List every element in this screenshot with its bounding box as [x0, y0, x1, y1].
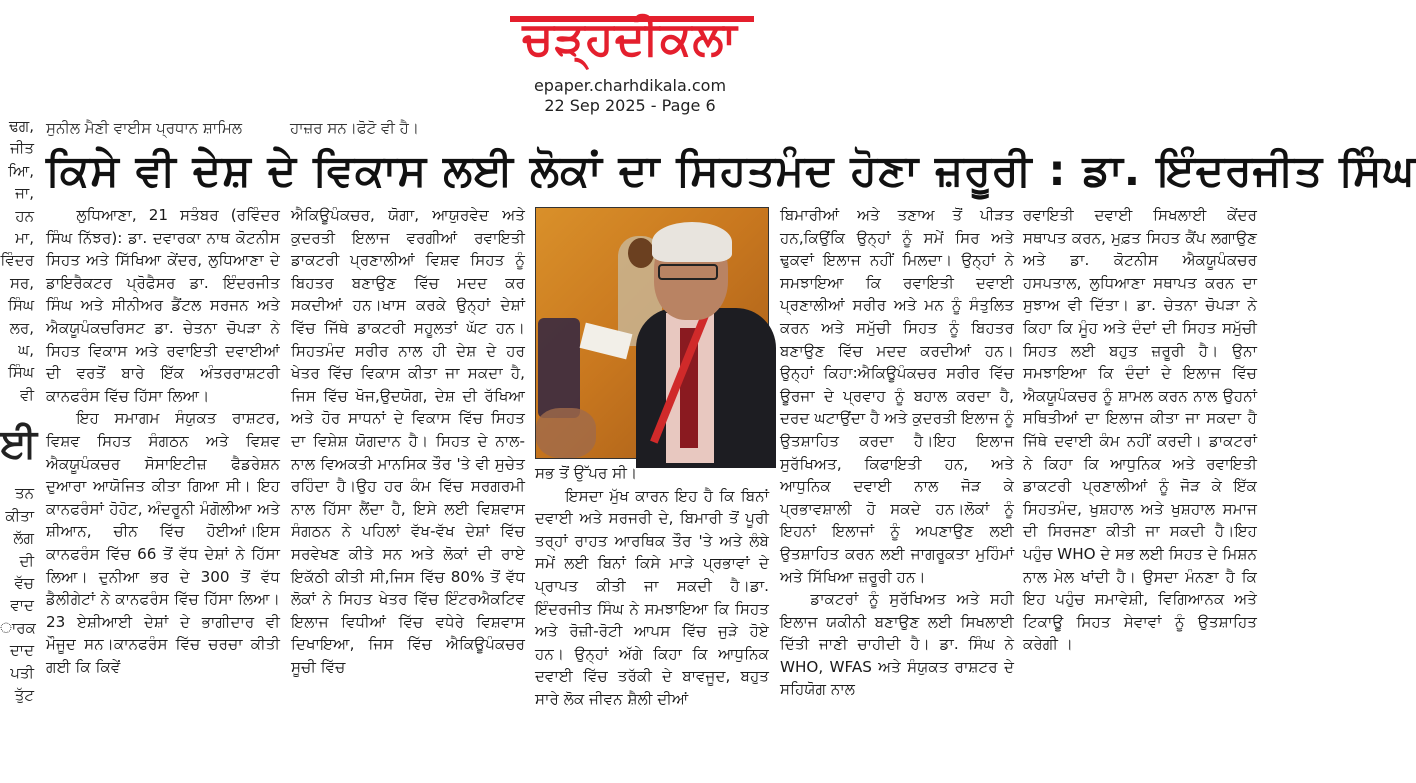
article-paragraph: ਇਸਦਾ ਮੁੱਖ ਕਾਰਨ ਇਹ ਹੈ ਕਿ ਬਿਨਾਂ ਦਵਾਈ ਅਤੇ ਸਰਜਰੀ ਦੇ, ਬਿਮਾਰੀ ਤੋਂ ਪੂਰੀ ਤਰ੍ਹਾਂ ਰਾਹਤ ਆਰਥਿਕ ਤੌਰ 'ਤੇ ਅਤੇ ਲੰਬੇ ਸਮੇਂ ਲਈ ਬਿਨਾਂ ਕਿਸੇ ਮਾੜੇ ਪ੍ਰਭਾਵਾਂ ਦੇ ਪ੍ਰਾਪਤ ਕੀਤੀ ਜਾ ਸਕਦੀ ਹੈ।ਡਾ. ਇੰਦਰਜੀਤ ਸਿੰਘ ਨੇ ਸਮਝਾਇਆ ਕਿ ਸਿਹਤ ਅਤੇ ਰੋਜ਼ੀ-ਰੋਟੀ ਆਪਸ ਵਿੱਚ ਜੁੜੇ ਹੋਏ ਹਨ। ਉਨ੍ਹਾਂ ਅੱਗੇ ਕਿਹਾ ਕਿ ਆਧੁਨਿਕ ਦਵਾਈ ਵਿੱਚ ਤਰੱਕੀ ਦੇ ਬਾਵਜੂਦ, ਬਹੁਤ ਸਾਰੇ ਲੋਕ ਜੀਵਨ ਸ਼ੈਲੀ ਦੀਆਂ: [535, 486, 769, 708]
adjacent-article-line: ਤਨ: [15, 484, 34, 503]
article-paragraph: ਸਭ ਤੋਂ ਉੱਪਰ ਸੀ।: [535, 464, 638, 482]
article-photo: [535, 207, 769, 459]
article-paragraph: ਐਕਿਊਪੰਕਚਰ, ਯੋਗਾ, ਆਯੁਰਵੇਦ ਅਤੇ ਕੁਦਰਤੀ ਇਲਾਜ ਵਰਗੀਆਂ ਰਵਾਇਤੀ ਡਾਕਟਰੀ ਪ੍ਰਣਾਲੀਆਂ ਵਿਸ਼ਵ ਸਿਹਤ ਨੂੰ ਬਿਹਤਰ ਬਣਾਉਣ ਵਿੱਚ ਮਦਦ ਕਰ ਸਕਦੀਆਂ ਹਨ।ਖਾਸ ਕਰਕੇ ਉਨ੍ਹਾਂ ਦੇਸ਼ਾਂ ਵਿੱਚ ਜਿੱਥੇ ਡਾਕਟਰੀ ਸਹੂਲਤਾਂ ਘੱਟ ਹਨ। ਸਿਹਤਮੰਦ ਸਰੀਰ ਨਾਲ ਹੀ ਦੇਸ਼ ਦੇ ਹਰ ਖੇਤਰ ਵਿੱਚ ਵਿਕਾਸ ਕੀਤਾ ਜਾ ਸਕਦਾ ਹੈ, ਜਿਸ ਵਿੱਚ ਖੋਜ,ਉਦਯੋਗ, ਦੇਸ਼ ਦੀ ਰੱਖਿਆ ਅਤੇ ਹੋਰ ਸਾਧਨਾਂ ਦੇ ਵਿਕਾਸ ਵਿੱਚ ਸਿਹਤ ਦਾ ਵਿਸ਼ੇਸ਼ ਯੋਗਦਾਨ ਹੈ। ਸਿਹਤ ਦੇ ਨਾਲ-ਨਾਲ ਵਿਅਕਤੀ ਮਾਨਸਿਕ ਤੌਰ 'ਤੇ ਵੀ ਸੁਚੇਤ ਰਹਿੰਦਾ ਹੈ।ਉਹ ਹਰ ਕੰਮ ਵਿੱਚ ਸਰਗਰਮੀ ਨਾਲ ਹਿੱਸਾ ਲੈਂਦਾ ਹੈ, ਇਸੇ ਲਈ ਵਿਸ਼ਵਾਸ ਸੰਗਠਨ ਨੇ ਪਹਿਲਾਂ ਵੱਖ-ਵੱਖ ਦੇਸ਼ਾਂ ਵਿੱਚ ਸਰਵੇਖਣ ਕੀਤੇ ਸਨ ਅਤੇ ਲੋਕਾਂ ਦੀ ਰਾਏ ਇਕੱਠੀ ਕੀਤੀ ਸੀ,ਜਿਸ ਵਿੱਚ 80% ਤੋਂ ਵੱਧ ਲੋਕਾਂ ਨੇ ਸਿਹਤ ਖੇਤਰ ਵਿੱਚ ਇੰਟਰਐਕਟਿਵ ਇਲਾਜ ਵਿਧੀਆਂ ਵਿੱਚ ਵਧੇਰੇ ਵਿਸ਼ਵਾਸ ਦਿਖਾਇਆ, ਜਿਸ ਵਿੱਚ ਐਕਿਊਪੰਕਚਰ ਸੂਚੀ ਵਿੱਚ: [291, 206, 525, 676]
adjacent-article-line: ਸਿੰਘ: [8, 296, 34, 315]
adjacent-article-line: ਘ,: [18, 341, 34, 360]
masthead: [0, 0, 1261, 118]
adjacent-headline-fragment: ਈ: [0, 421, 38, 468]
adjacent-article-line: ਲਰ,: [9, 318, 34, 337]
adjacent-article-line: ਵੱਚ: [14, 573, 34, 592]
adjacent-article-line: ਸਿੰਘ: [8, 363, 34, 382]
photo-background-head: [628, 238, 654, 268]
photo-hand: [536, 408, 596, 458]
article-column-5: [1023, 204, 1257, 752]
adjacent-article-line: ਜੀਤ: [10, 139, 34, 158]
article-paragraph: ਇਹ ਸਮਾਗਮ ਸੰਯੁਕਤ ਰਾਸ਼ਟਰ, ਵਿਸ਼ਵ ਸਿਹਤ ਸੰਗਠਨ ਅਤੇ ਵਿਸ਼ਵ ਐਕਯੂਪੰਕਚਰ ਸੋਸਾਇਟੀਜ਼ ਫੈਡਰੇਸ਼ਨ ਦੁਆਰਾ ਆਯੋਜਿਤ ਕੀਤਾ ਗਿਆ ਸੀ। ਇਹ ਕਾਨਫਰੰਸਾਂ ਹੋਹੋਟ, ਅੰਦਰੂਨੀ ਮੰਗੋਲੀਆ ਅਤੇ ਸ਼ੀਆਨ, ਚੀਨ ਵਿੱਚ ਹੋਈਆਂ।ਇਸ ਕਾਨਫਰੰਸ ਵਿੱਚ 66 ਤੋਂ ਵੱਧ ਦੇਸ਼ਾਂ ਨੇ ਹਿੱਸਾ ਲਿਆ। ਦੁਨੀਆ ਭਰ ਦੇ 300 ਤੋਂ ਵੱਧ ਡੈਲੀਗੇਟਾਂ ਨੇ ਕਾਨਫਰੰਸ ਵਿੱਚ ਹਿੱਸਾ ਲਿਆ।23 ਏਸ਼ੀਆਈ ਦੇਸ਼ਾਂ ਦੇ ਭਾਗੀਦਾਰ ਵੀ ਮੌਜੂਦ ਸਨ।ਕਾਨਫਰੰਸ ਵਿੱਚ ਚਰਚਾ ਕੀਤੀ ਗਈ ਕਿ ਕਿਵੇਂ: [46, 409, 280, 676]
site-url: epaper.charhdikala.com: [533, 76, 727, 95]
adjacent-article-line: ਦੀ: [19, 551, 34, 570]
page-date: 22 Sep 2025 - Page 6: [544, 96, 716, 115]
previous-article-line: ਹਾਜ਼ਰ ਸਨ।ਫੋਟੋ ਵੀ ਹੈ।: [290, 119, 419, 137]
adjacent-article-line: ਵੀ: [20, 385, 34, 404]
photo-subject-glasses: [658, 264, 718, 280]
adjacent-article-line: ਵਿੰਦਰ: [0, 251, 34, 270]
article-column-4: [780, 204, 1014, 752]
adjacent-article-line: ਢਗ,: [8, 117, 34, 135]
previous-article-line: ਸੁਨੀਲ ਮੈਣੀ ਵਾਈਸ ਪ੍ਰਧਾਨ ਸ਼ਾਮਿਲ: [46, 119, 243, 137]
adjacent-article-line: ਮਾ,: [15, 229, 34, 248]
adjacent-article-line: ਤੁੱਟ: [14, 685, 34, 704]
article-column-2: [291, 204, 525, 752]
newspaper-logo: ਚੜ੍ਹਦੀਕਲਾ: [522, 11, 738, 65]
article-headline: ਕਿਸੇ ਵੀ ਦੇਸ਼ ਦੇ ਵਿਕਾਸ ਲਈ ਲੋਕਾਂ ਦਾ ਸਿਹਤਮੰਦ ਹੋਣਾ ਜ਼ਰੂਰੀ : ਡਾ. ਇੰਦਰਜੀਤ ਸਿੰਘ: [46, 146, 1416, 196]
adjacent-article-line: ਕੀਤਾ: [5, 506, 34, 525]
article-paragraph: ਲੁਧਿਆਣਾ, 21 ਸਤੰਬਰ (ਰਵਿੰਦਰ ਸਿੰਘ ਨਿੱਝਰ): ਡਾ. ਦਵਾਰਕਾ ਨਾਥ ਕੋਟਨੀਸ ਸਿਹਤ ਅਤੇ ਸਿੱਖਿਆ ਕੇਂਦਰ, ਲੁਧਿਆਣਾ ਦੇ ਡਾਇਰੈਕਟਰ ਪ੍ਰੋਫੈਸਰ ਡਾ. ਇੰਦਰਜੀਤ ਸਿੰਘ ਅਤੇ ਸੀਨੀਅਰ ਡੈਂਟਲ ਸਰਜਨ ਅਤੇ ਐਕਯੂਪੰਕਚਰਿਸਟ ਡਾ. ਚੇਤਨਾ ਚੋਪੜਾ ਨੇ ਸਿਹਤ ਵਿਕਾਸ ਅਤੇ ਰਵਾਇਤੀ ਦਵਾਈਆਂ ਦੀ ਵਰਤੋਂ ਬਾਰੇ ਇੱਕ ਅੰਤਰਰਾਸ਼ਟਰੀ ਕਾਨਫਰੰਸ ਵਿੱਚ ਹਿੱਸਾ ਲਿਆ।: [46, 206, 280, 405]
adjacent-article-line: ਦਾਦ: [9, 641, 34, 660]
adjacent-article-fragment: [0, 115, 38, 755]
article-column-3: [535, 462, 769, 752]
adjacent-article-line: ਜਾ,: [15, 184, 34, 203]
article-column-1: [46, 204, 280, 752]
adjacent-article-line: ਹਨ: [15, 206, 34, 225]
adjacent-article-line: ਸਰ,: [9, 273, 34, 292]
article-paragraph: ਰਵਾਇਤੀ ਦਵਾਈ ਸਿਖਲਾਈ ਕੇਂਦਰ ਸਥਾਪਤ ਕਰਨ, ਮੁਫ਼ਤ ਸਿਹਤ ਕੈਂਪ ਲਗਾਉਣ ਅਤੇ ਡਾ. ਕੋਟਨੀਸ ਐਕਯੂਪੰਕਚਰ ਹਸਪਤਾਲ, ਲੁਧਿਆਣਾ ਸਥਾਪਤ ਕਰਨ ਦਾ ਸੁਝਾਅ ਵੀ ਦਿੱਤਾ। ਡਾ. ਚੇਤਨਾ ਚੋਪੜਾ ਨੇ ਕਿਹਾ ਕਿ ਮੂੰਹ ਅਤੇ ਦੰਦਾਂ ਦੀ ਸਿਹਤ ਸਮੁੱਚੀ ਸਿਹਤ ਲਈ ਬਹੁਤ ਜ਼ਰੂਰੀ ਹੈ। ਉਨਾ ਸਮਝਾਇਆ ਕਿ ਦੰਦਾਂ ਦੇ ਇਲਾਜ ਵਿੱਚ ਐਕਯੂਪੰਕਚਰ ਨੂੰ ਸ਼ਾਮਲ ਕਰਨ ਨਾਲ ਉਹਨਾਂ ਸਥਿਤੀਆਂ ਦਾ ਇਲਾਜ ਕੀਤਾ ਜਾ ਸਕਦਾ ਹੈ ਜਿੱਥੇ ਦਵਾਈ ਕੰਮ ਨਹੀਂ ਕਰਦੀ। ਡਾਕਟਰਾਂ ਨੇ ਕਿਹਾ ਕਿ ਆਧੁਨਿਕ ਅਤੇ ਰਵਾਇਤੀ ਡਾਕਟਰੀ ਪ੍ਰਣਾਲੀਆਂ ਨੂੰ ਜੋੜ ਕੇ ਇੱਕ ਸਿਹਤਮੰਦ, ਖੁਸ਼ਹਾਲ ਅਤੇ ਖੁਸ਼ਹਾਲ ਸਮਾਜ ਦੀ ਸਿਰਜਣਾ ਕੀਤੀ ਜਾ ਸਕਦੀ ਹੈ।ਇਹ ਪਹੁੰਚ WHO ਦੇ ਸਭ ਲਈ ਸਿਹਤ ਦੇ ਮਿਸ਼ਨ ਨਾਲ ਮੇਲ ਖਾਂਦੀ ਹੈ। ਉਸਦਾ ਮੰਨਣਾ ਹੈ ਕਿ ਇਹ ਪਹੁੰਚ ਸਮਾਵੇਸ਼ੀ, ਵਿਗਿਆਨਕ ਅਤੇ ਟਿਕਾਊ ਸਿਹਤ ਸੇਵਾਵਾਂ ਨੂੰ ਉਤਸ਼ਾਹਿਤ ਕਰੇਗੀ ।: [1023, 206, 1257, 654]
adjacent-article-line: ਲੱਗ: [13, 529, 34, 548]
photo-phone: [538, 318, 580, 418]
adjacent-article-line: ਆਿ,: [8, 161, 34, 180]
adjacent-article-line: ਵਾਦ: [10, 596, 34, 615]
article-paragraph: ਡਾਕਟਰਾਂ ਨੂੰ ਸੁਰੱਖਿਅਤ ਅਤੇ ਸਹੀ ਇਲਾਜ ਯਕੀਨੀ ਬਣਾਉਣ ਲਈ ਸਿਖਲਾਈ ਦਿੱਤੀ ਜਾਣੀ ਚਾਹੀਦੀ ਹੈ। ਡਾ. ਸਿੰਘ ਨੇ WHO, WFAS ਅਤੇ ਸੰਯੁਕਤ ਰਾਸ਼ਟਰ ਦੇ ਸਹਿਯੋਗ ਨਾਲ: [780, 590, 1014, 699]
article-paragraph: ਬਿਮਾਰੀਆਂ ਅਤੇ ਤਣਾਅ ਤੋਂ ਪੀੜਤ ਹਨ,ਕਿਉਂਕਿ ਉਨ੍ਹਾਂ ਨੂੰ ਸਮੇਂ ਸਿਰ ਅਤੇ ਢੁਕਵਾਂ ਇਲਾਜ ਨਹੀਂ ਮਿਲਦਾ। ਉਨ੍ਹਾਂ ਨੇ ਸਮਝਾਇਆ ਕਿ ਰਵਾਇਤੀ ਦਵਾਈ ਪ੍ਰਣਾਲੀਆਂ ਸਰੀਰ ਅਤੇ ਮਨ ਨੂੰ ਸੰਤੁਲਿਤ ਕਰਨ ਅਤੇ ਸਮੁੱਚੀ ਸਿਹਤ ਨੂੰ ਬਿਹਤਰ ਬਣਾਉਣ ਵਿੱਚ ਮਦਦ ਕਰਦੀਆਂ ਹਨ। ਉਨ੍ਹਾਂ ਕਿਹਾ:ਐਕਿਊਪੰਕਚਰ ਸਰੀਰ ਵਿੱਚ ਊਰਜਾ ਦੇ ਪ੍ਰਵਾਹ ਨੂੰ ਬਹਾਲ ਕਰਦਾ ਹੈ, ਦਰਦ ਘਟਾਉਂਦਾ ਹੈ ਅਤੇ ਕੁਦਰਤੀ ਇਲਾਜ ਨੂੰ ਉਤਸ਼ਾਹਿਤ ਕਰਦਾ ਹੈ।ਇਹ ਇਲਾਜ ਸੁਰੱਖਿਅਤ, ਕਿਫਾਇਤੀ ਹਨ, ਅਤੇ ਆਧੁਨਿਕ ਦਵਾਈ ਨਾਲ ਜੋੜ ਕੇ ਪ੍ਰਭਾਵਸ਼ਾਲੀ ਹੋ ਸਕਦੇ ਹਨ।ਲੋਕਾਂ ਨੂੰ ਇਹਨਾਂ ਇਲਾਜਾਂ ਨੂੰ ਅਪਣਾਉਣ ਲਈ ਉਤਸ਼ਾਹਿਤ ਕਰਨ ਲਈ ਜਾਗਰੂਕਤਾ ਮੁਹਿੰਮਾਂ ਅਤੇ ਸਿੱਖਿਆ ਜ਼ਰੂਰੀ ਹਨ।: [780, 206, 1014, 586]
adjacent-article-line: ਪਤੀ: [10, 663, 34, 682]
adjacent-article-line: ਾਰਕ: [0, 618, 36, 637]
photo-subject-hair: [652, 222, 732, 262]
